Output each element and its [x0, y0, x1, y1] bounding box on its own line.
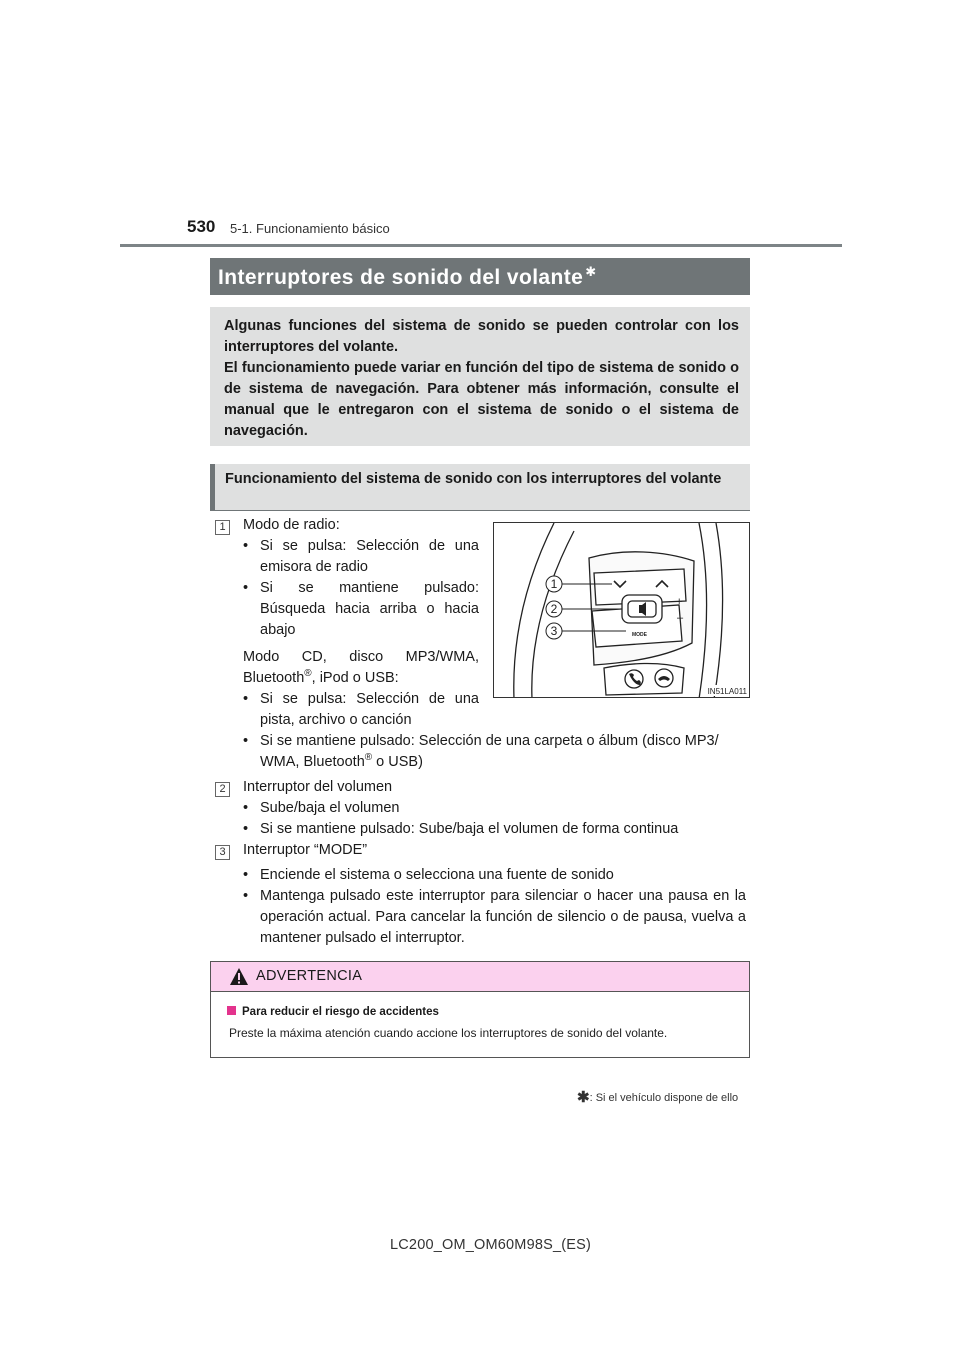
item-number-2: 2 — [215, 782, 230, 797]
cd-bullet-2-c: o USB) — [372, 753, 423, 770]
header-rule — [120, 244, 842, 247]
cd-bullet-2 — [260, 731, 751, 773]
minus-label: – — [677, 612, 684, 624]
mode-bullet-1: Enciende el sistema o selecciona una fuente de sonido — [260, 867, 614, 883]
bullet-icon: • — [243, 867, 249, 883]
cd-mode-label-a: Modo CD, disco MP3/WMA, — [243, 649, 479, 665]
page-title — [210, 258, 750, 295]
cd-mode-label-b — [243, 668, 399, 689]
figure-callout-3: 3 — [550, 624, 558, 638]
warning-title: ADVERTENCIA — [256, 968, 363, 984]
list-item — [243, 731, 751, 773]
intro-line-1: Algunas funciones del sistema de sonido se pueden controlar con los interruptores del volante. — [224, 318, 739, 355]
bullet-icon: • — [243, 733, 249, 749]
list-item — [243, 536, 479, 578]
list-item — [243, 819, 751, 840]
mode-label: MODE — [632, 632, 647, 638]
list-item — [243, 578, 479, 640]
volume-bullet-1: Sube/baja el volumen — [260, 800, 400, 816]
registered-mark: ® — [304, 668, 312, 680]
list-item — [243, 689, 479, 731]
asterisk-icon: ✱ — [577, 1089, 590, 1106]
warning-box — [210, 961, 750, 1058]
cd-mode-rest: , iPod o USB: — [311, 670, 399, 686]
figure-callout-1: 1 — [550, 577, 558, 591]
footnote — [577, 1088, 738, 1106]
footnote-text: : Si el vehículo dispone de ello — [589, 1092, 739, 1104]
volume-title: Interruptor del volumen — [243, 779, 393, 795]
plus-label: + — [676, 596, 683, 608]
warning-body: Preste la máxima atención cuando accione los interruptores de sonido del volante. — [229, 1026, 668, 1040]
page-number: 530 — [187, 217, 216, 236]
list-item — [243, 798, 751, 819]
intro-box — [210, 307, 750, 446]
item-number-1: 1 — [215, 520, 230, 535]
document-code: LC200_OM_OM60M98S_(ES) — [390, 1237, 592, 1253]
subheading: Funcionamiento del sistema de sonido con los interruptores del volante — [210, 464, 750, 511]
bullet-icon: • — [243, 691, 249, 707]
mode-bullet-2: Mantenga pulsado este interruptor para silenciar o hacer una pausa en la operación actual. Para cancelar la función de silencio o de pausa, vuelva a mantener pulsado el interruptor. — [260, 888, 746, 946]
cd-bullet-2-a: Si se mantiene pulsado: Selección de una carpeta o álbum (disco MP3/ — [260, 733, 719, 749]
item-number-3: 3 — [215, 845, 230, 860]
bullet-icon: • — [243, 800, 249, 816]
warning-subtitle — [227, 1006, 439, 1018]
registered-mark: ® — [364, 751, 373, 763]
steering-switch-figure — [493, 522, 750, 698]
warning-header — [211, 962, 749, 992]
steering-wheel-illustration — [494, 523, 750, 698]
warning-subtitle-text: Para reducir el riesgo de accidentes — [242, 1006, 439, 1018]
figure-code: IN51LA011 — [707, 687, 747, 696]
bullet-icon: • — [243, 580, 249, 596]
list-item — [243, 865, 751, 886]
radio-bullet-1: Si se pulsa: Selección de una emisora de radio — [260, 538, 479, 575]
cd-bullet-2-b: WMA, Bluetooth — [260, 753, 365, 770]
section-label: 5-1. Funcionamiento básico — [230, 221, 390, 236]
warning-triangle-icon — [229, 967, 249, 986]
intro-line-2: El funcionamiento puede variar en función del tipo de sistema de sonido o de sistema de navegación. Para obtener más información, consulte el manual que le entregaron con el sistema de sonido o el sistema de navegación. — [224, 360, 739, 439]
radio-bullet-2: Si se mantiene pulsado: Búsqueda hacia arriba o hacia abajo — [260, 580, 479, 638]
volume-bullet-2: Si se mantiene pulsado: Sube/baja el volumen de forma continua — [260, 821, 679, 837]
list-item — [243, 886, 746, 948]
bullet-icon: • — [243, 821, 249, 837]
page-title-text: Interruptores de sonido del volante — [218, 266, 584, 289]
bullet-icon: • — [243, 888, 249, 904]
bullet-icon: • — [243, 538, 249, 554]
cd-bullet-1: Si se pulsa: Selección de una pista, archivo o canción — [260, 691, 479, 728]
bluetooth-label: Bluetooth — [243, 670, 305, 686]
mode-title: Interruptor “MODE” — [243, 842, 368, 858]
radio-mode-label: Modo de radio: — [243, 517, 340, 533]
asterisk-icon: ✱ — [585, 264, 597, 279]
square-bullet-icon — [227, 1006, 236, 1015]
figure-callout-2: 2 — [550, 602, 558, 616]
